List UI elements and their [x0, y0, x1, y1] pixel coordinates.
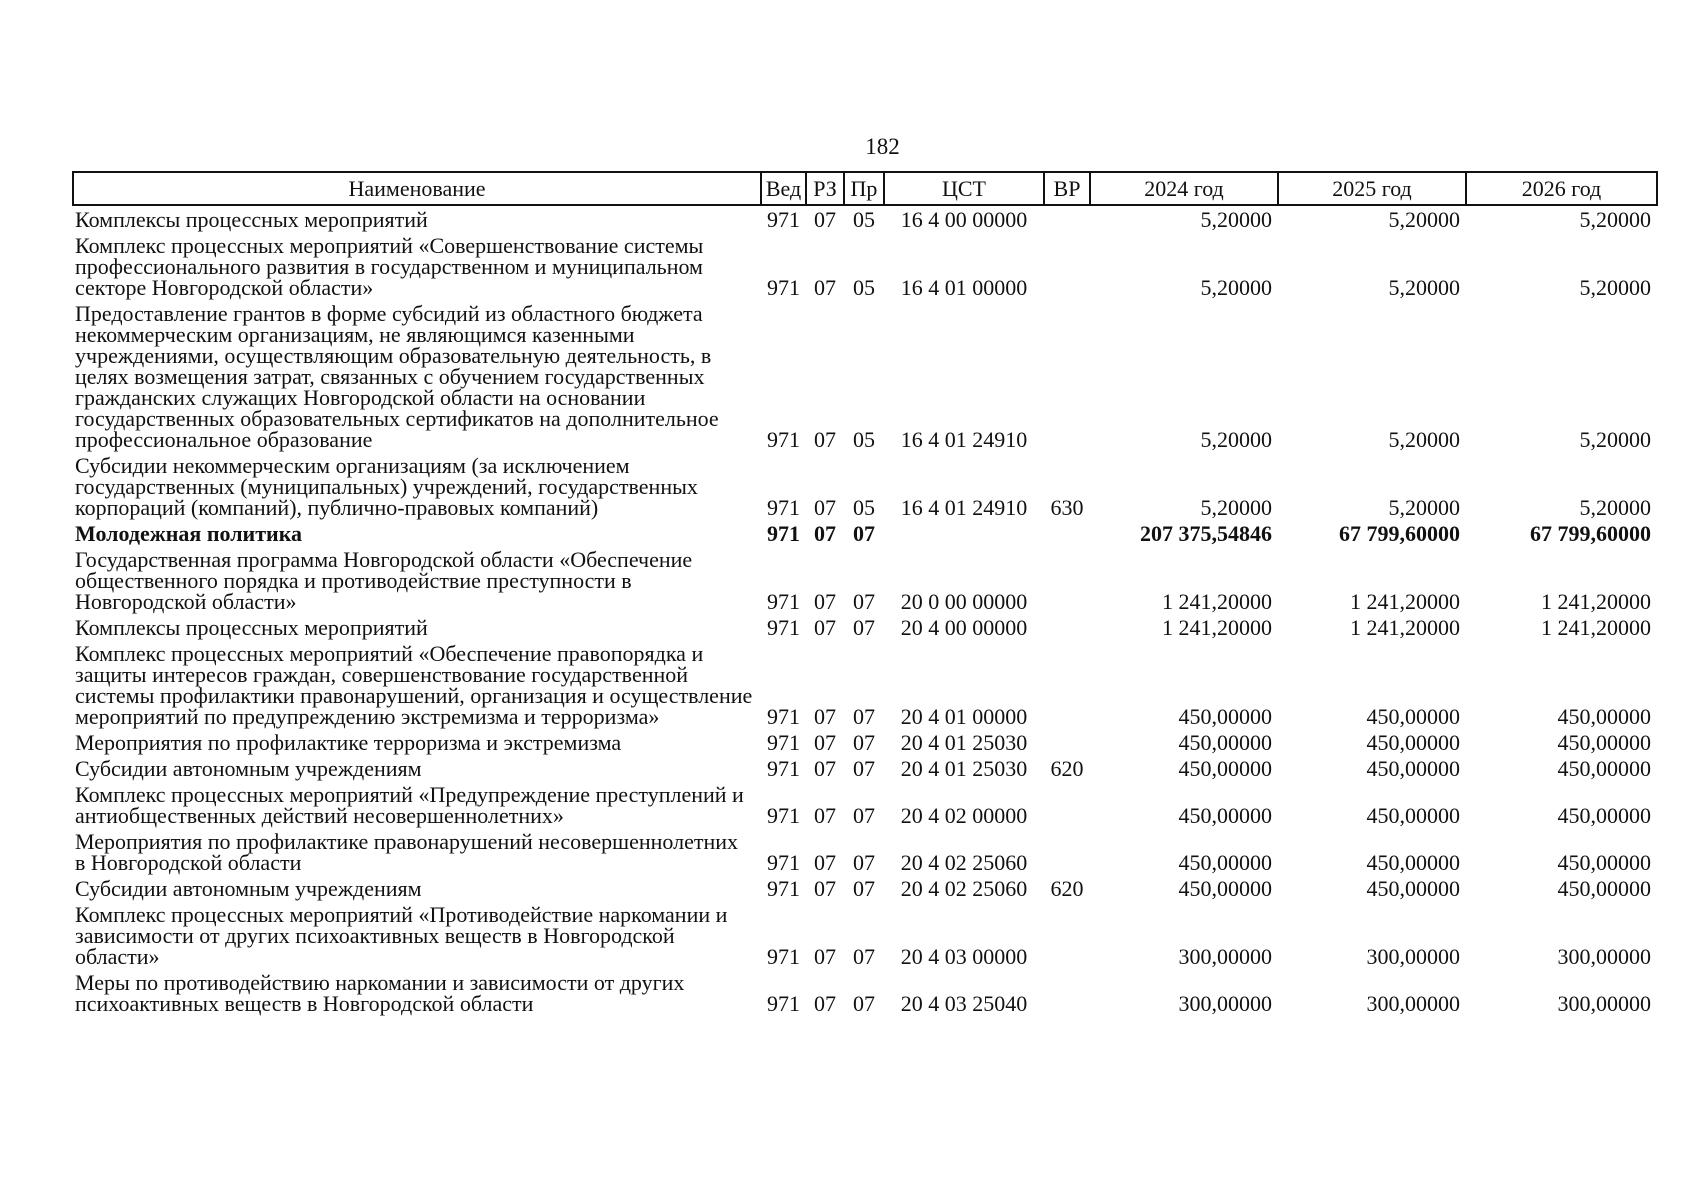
row-2025: 1 241,20000 [1350, 615, 1460, 640]
row-2024: 5,20000 [1200, 207, 1272, 232]
row-vr [1044, 520, 1090, 546]
row-rz: 07 [814, 850, 836, 875]
row-pr: 07 [853, 756, 875, 781]
row-pr: 05 [853, 427, 875, 452]
row-2026: 5,20000 [1579, 495, 1651, 520]
row-2026: 450,00000 [1557, 850, 1651, 875]
row-2026: 5,20000 [1579, 427, 1651, 452]
table-row [73, 640, 1657, 729]
row-rz: 07 [814, 615, 836, 640]
row-2024: 450,00000 [1178, 803, 1272, 828]
row-name: Субсидии некоммерческим организациям (за исключением государственных (муниципальных) учреждений, государственных корпораций (компаний), публично-правовых компаний) [75, 453, 698, 520]
row-name: Комплекс процессных мероприятий «Обеспечение правопорядка и защиты интересов граждан, совершенствование государственной системы профилактики правонарушений, организация и осуществление мероприятий по предупреждению экстремизма и терроризма» [75, 641, 753, 729]
row-2024: 450,00000 [1178, 704, 1272, 729]
row-2026: 5,20000 [1579, 275, 1651, 300]
row-pr: 07 [853, 730, 875, 755]
row-cst: 16 4 01 24910 [900, 495, 1028, 520]
row-2025: 300,00000 [1366, 944, 1460, 969]
row-2026: 450,00000 [1557, 730, 1651, 755]
row-vr [1044, 781, 1090, 828]
row-name: Предоставление грантов в форме субсидий из областного бюджета некоммерческим организациям, не являющимся казенными учреждениями, осуществляющим образовательную деятельность, в целях возмещения затрат, связанных с обучением государственных гражданских служащих Новгородской области на основании государственных образовательных сертификатов на дополнительное профессиональное образование [75, 301, 719, 452]
header-pr: Пр [844, 172, 884, 205]
row-ved: 971 [767, 944, 800, 969]
row-rz: 07 [814, 704, 836, 729]
row-2026: 450,00000 [1557, 876, 1651, 901]
row-rz: 07 [814, 521, 836, 546]
row-2026: 450,00000 [1557, 756, 1651, 781]
table-row [73, 969, 1657, 1016]
row-name: Меры по противодействию наркомании и зависимости от других психоактивных веществ в Новгородской области [75, 970, 685, 1016]
row-2025: 67 799,60000 [1339, 521, 1460, 546]
row-vr [1044, 205, 1090, 232]
row-name: Государственная программа Новгородской области «Обеспечение общественного порядка и противодействие преступности в Новгородской области» [75, 547, 693, 614]
row-2026: 67 799,60000 [1530, 521, 1651, 546]
row-ved: 971 [767, 730, 800, 755]
row-2025: 5,20000 [1388, 275, 1460, 300]
row-2024: 300,00000 [1178, 944, 1272, 969]
table-row [73, 781, 1657, 828]
row-name: Комплексы процессных мероприятий [75, 207, 428, 232]
row-name: Комплексы процессных мероприятий [75, 615, 428, 640]
row-2025: 450,00000 [1366, 756, 1460, 781]
row-cst: 20 0 00 00000 [900, 589, 1028, 614]
table-row [73, 901, 1657, 969]
row-cst [884, 520, 1044, 546]
row-2025: 450,00000 [1366, 850, 1460, 875]
row-rz: 07 [814, 495, 836, 520]
row-2026: 450,00000 [1557, 704, 1651, 729]
header-2026: 2026 год [1466, 172, 1657, 205]
row-2026: 300,00000 [1557, 944, 1651, 969]
row-2024: 450,00000 [1178, 876, 1272, 901]
header-vr: ВР [1044, 172, 1090, 205]
table-row [73, 205, 1657, 232]
row-2025: 450,00000 [1366, 704, 1460, 729]
row-vr [1044, 640, 1090, 729]
row-pr: 07 [853, 589, 875, 614]
row-vr [1044, 300, 1090, 452]
row-ved: 971 [767, 495, 800, 520]
table-row [73, 729, 1657, 755]
row-cst: 20 4 02 25060 [900, 876, 1028, 901]
row-ved: 971 [767, 589, 800, 614]
row-2025: 5,20000 [1388, 207, 1460, 232]
header-2025: 2025 год [1278, 172, 1466, 205]
row-2025: 300,00000 [1366, 991, 1460, 1016]
row-ved: 971 [767, 704, 800, 729]
row-2025: 5,20000 [1388, 427, 1460, 452]
row-2026: 450,00000 [1557, 803, 1651, 828]
row-pr: 07 [853, 615, 875, 640]
row-vr: 620 [1050, 876, 1084, 901]
header-name: Наименование [73, 172, 761, 205]
row-ved: 971 [767, 275, 800, 300]
header-rz: РЗ [806, 172, 844, 205]
header-ved: Вед [761, 172, 806, 205]
budget-table [72, 171, 1658, 1016]
header-cst: ЦСТ [884, 172, 1044, 205]
row-name: Мероприятия по профилактике правонарушений несовершеннолетних в Новгородской области [75, 829, 739, 875]
section-row [73, 520, 1657, 546]
row-2026: 300,00000 [1557, 991, 1651, 1016]
row-name: Комплекс процессных мероприятий «Предупреждение преступлений и антиобщественных действий несовершеннолетних» [75, 782, 744, 828]
row-pr: 07 [853, 803, 875, 828]
row-cst: 16 4 01 00000 [900, 275, 1028, 300]
row-rz: 07 [814, 589, 836, 614]
table-row [73, 875, 1657, 901]
row-ved: 971 [767, 615, 800, 640]
row-ved: 971 [767, 427, 800, 452]
row-cst: 20 4 01 25030 [900, 730, 1028, 755]
row-pr: 07 [853, 850, 875, 875]
row-ved: 971 [767, 756, 800, 781]
row-pr: 07 [853, 944, 875, 969]
row-2024: 450,00000 [1178, 730, 1272, 755]
row-vr [1044, 546, 1090, 614]
row-cst: 20 4 01 25030 [900, 756, 1028, 781]
row-rz: 07 [814, 756, 836, 781]
row-ved: 971 [767, 803, 800, 828]
row-vr [1044, 828, 1090, 875]
row-2026: 1 241,20000 [1541, 589, 1651, 614]
row-name: Молодежная политика [75, 521, 303, 546]
row-pr: 05 [853, 207, 875, 232]
header-2024: 2024 год [1090, 172, 1278, 205]
row-name: Мероприятия по профилактике терроризма и экстремизма [75, 730, 622, 755]
row-pr: 07 [853, 991, 875, 1016]
row-vr: 620 [1050, 756, 1084, 781]
row-2026: 1 241,20000 [1541, 615, 1651, 640]
row-pr: 07 [853, 876, 875, 901]
row-name: Субсидии автономным учреждениям [75, 756, 422, 781]
row-2025: 5,20000 [1388, 495, 1460, 520]
row-rz: 07 [814, 803, 836, 828]
page-number: 182 [865, 134, 900, 159]
row-cst: 20 4 02 25060 [900, 850, 1028, 875]
row-rz: 07 [814, 991, 836, 1016]
row-cst: 20 4 00 00000 [900, 615, 1028, 640]
row-2024: 1 241,20000 [1162, 615, 1272, 640]
row-2026: 5,20000 [1579, 207, 1651, 232]
row-ved: 971 [767, 207, 800, 232]
row-name: Комплекс процессных мероприятий «Противодействие наркомании и зависимости от других психоактивных веществ в Новгородской области» [75, 902, 728, 969]
row-2025: 450,00000 [1366, 730, 1460, 755]
row-cst: 20 4 03 25040 [900, 991, 1028, 1016]
row-2024: 300,00000 [1178, 991, 1272, 1016]
row-cst: 16 4 00 00000 [900, 207, 1028, 232]
row-name: Субсидии автономным учреждениям [75, 876, 422, 901]
row-rz: 07 [814, 876, 836, 901]
row-vr [1044, 729, 1090, 755]
row-ved: 971 [767, 991, 800, 1016]
row-2024: 450,00000 [1178, 850, 1272, 875]
table-row [73, 232, 1657, 300]
row-2025: 450,00000 [1366, 876, 1460, 901]
row-2025: 450,00000 [1366, 803, 1460, 828]
row-vr [1044, 614, 1090, 640]
row-vr [1044, 232, 1090, 300]
row-pr: 05 [853, 275, 875, 300]
row-rz: 07 [814, 730, 836, 755]
row-cst: 20 4 02 00000 [900, 803, 1028, 828]
table-body [73, 205, 1657, 1016]
table-row [73, 755, 1657, 781]
row-rz: 07 [814, 427, 836, 452]
row-2025: 1 241,20000 [1350, 589, 1460, 614]
row-ved: 971 [767, 850, 800, 875]
table-row [73, 546, 1657, 614]
row-cst: 20 4 03 00000 [900, 944, 1028, 969]
row-rz: 07 [814, 207, 836, 232]
row-2024: 5,20000 [1200, 275, 1272, 300]
row-2024: 5,20000 [1200, 495, 1272, 520]
row-vr [1044, 901, 1090, 969]
table-row [73, 452, 1657, 520]
row-2024: 450,00000 [1178, 756, 1272, 781]
table-header [73, 172, 1657, 205]
row-2024: 207 375,54846 [1140, 521, 1272, 546]
row-cst: 20 4 01 00000 [900, 704, 1028, 729]
row-rz: 07 [814, 944, 836, 969]
row-2024: 1 241,20000 [1162, 589, 1272, 614]
table-row [73, 614, 1657, 640]
row-vr: 630 [1050, 495, 1084, 520]
table-row [73, 300, 1657, 452]
row-pr: 07 [853, 704, 875, 729]
row-pr: 07 [853, 521, 875, 546]
row-2024: 5,20000 [1200, 427, 1272, 452]
row-vr [1044, 969, 1090, 1016]
row-ved: 971 [767, 876, 800, 901]
row-ved: 971 [767, 521, 800, 546]
row-pr: 05 [853, 495, 875, 520]
row-rz: 07 [814, 275, 836, 300]
table-row [73, 828, 1657, 875]
row-cst: 16 4 01 24910 [900, 427, 1028, 452]
row-name: Комплекс процессных мероприятий «Совершенствование системы профессионального развития в государственном и муниципальном секторе Новгородской области» [75, 233, 704, 300]
